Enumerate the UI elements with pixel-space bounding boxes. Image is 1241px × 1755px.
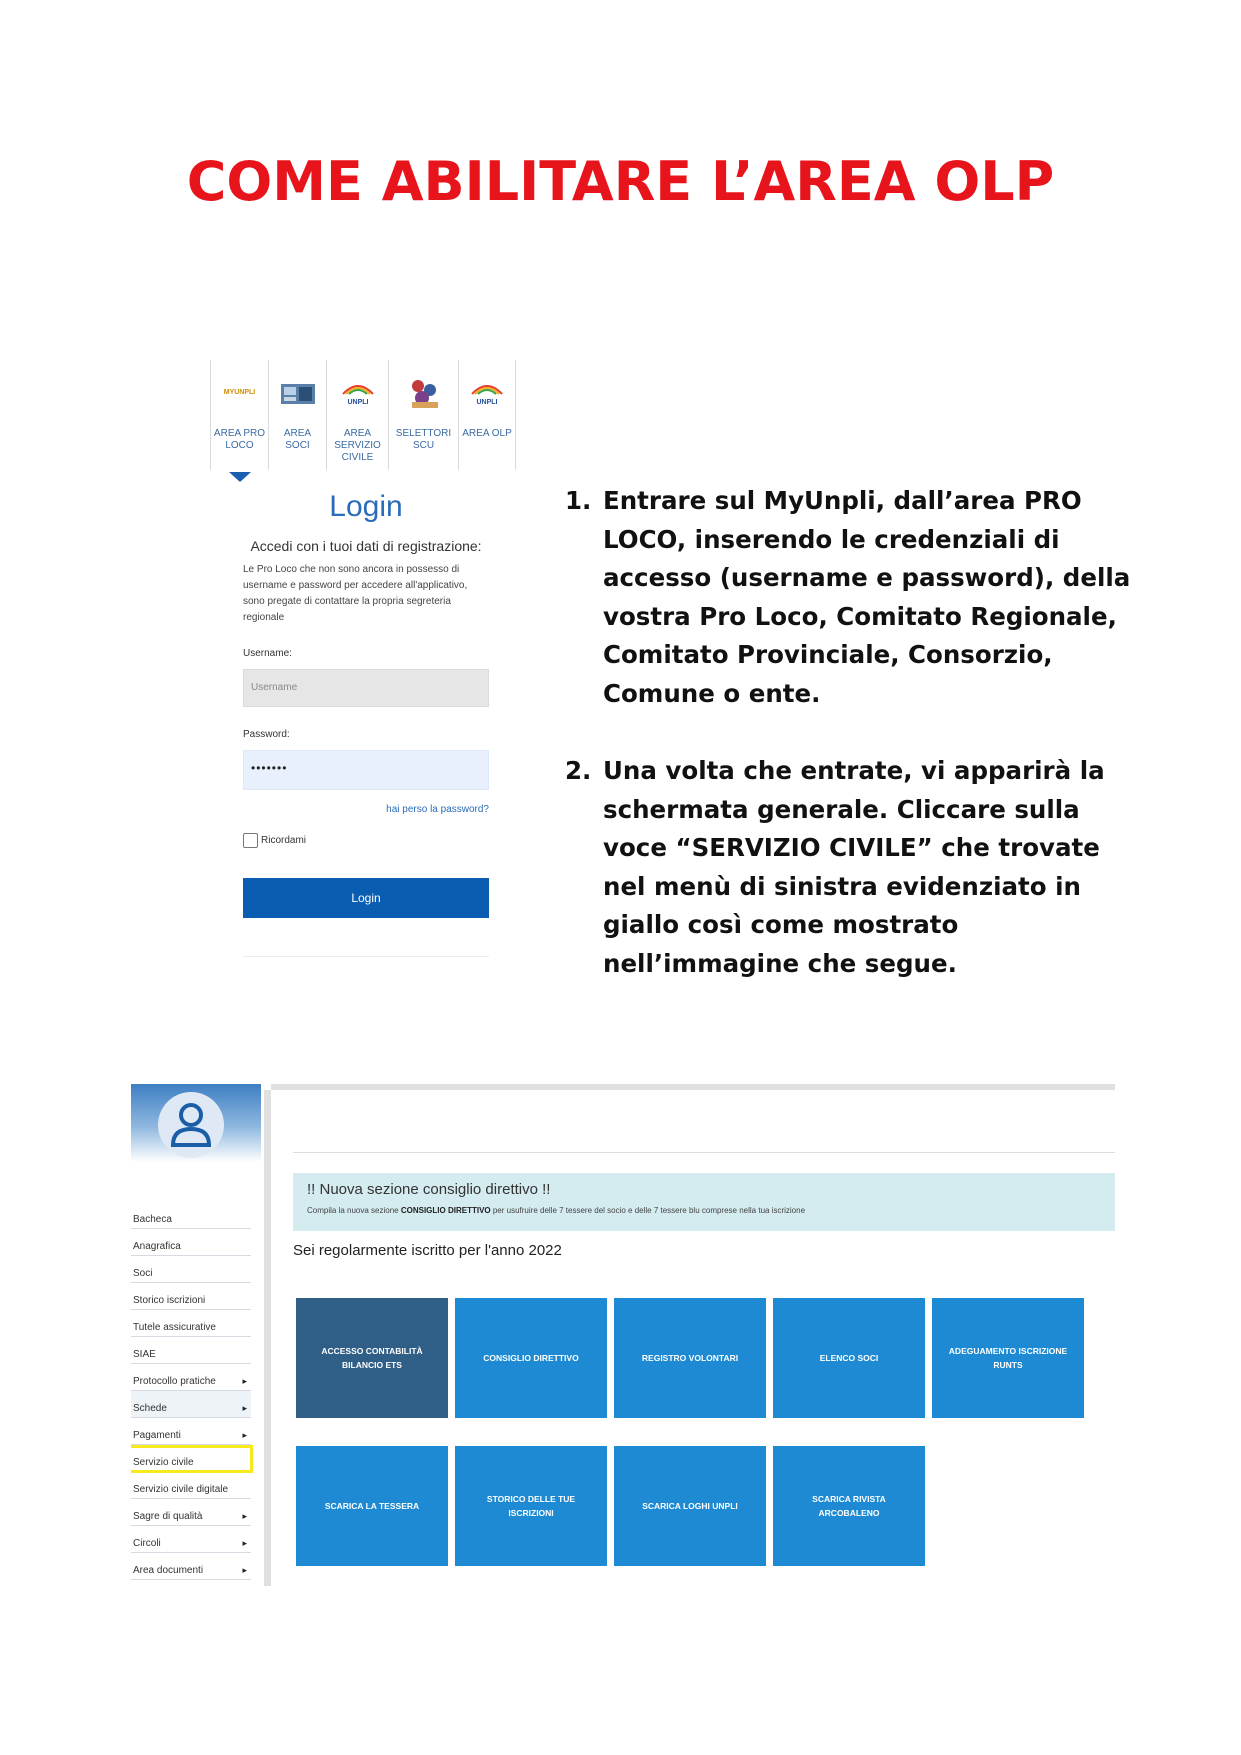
- myunpli-logo-icon: MYUNPLI: [223, 389, 256, 396]
- instruction-steps: [565, 482, 1135, 983]
- chevron-right-icon: ▸: [242, 1430, 247, 1440]
- sidebar-menu: [131, 1202, 251, 1580]
- login-subtitle: Accedi con i tuoi dati di registrazione:: [250, 538, 482, 554]
- notice-title: !! Nuova sezione consiglio direttivo !!: [307, 1181, 551, 1198]
- divider: [243, 956, 489, 957]
- sidebar-item-siae[interactable]: [131, 1337, 251, 1364]
- tab-label: AREA PRO LOCO: [213, 428, 266, 451]
- step-item: [565, 482, 1135, 713]
- tile-accesso-contabilita[interactable]: ACCESSO CONTABILITÀ BILANCIO ETS: [296, 1298, 448, 1418]
- tile-scarica-rivista[interactable]: SCARICA RIVISTA ARCOBALENO: [773, 1446, 925, 1566]
- sidebar-item-label: Soci: [133, 1268, 153, 1279]
- area-soci-image-icon: [281, 382, 315, 404]
- tab-area-pro-loco[interactable]: [210, 360, 268, 470]
- sidebar-item-soci[interactable]: [131, 1256, 251, 1283]
- sidebar-item-tutele-assicurative[interactable]: [131, 1310, 251, 1337]
- tab-area-soci[interactable]: [268, 360, 326, 470]
- sidebar-item-protocollo-pratiche[interactable]: [131, 1364, 251, 1391]
- step-number: 2.: [565, 756, 592, 785]
- dashboard-screenshot: [131, 1084, 1115, 1586]
- sidebar-item-sagre-di-qualita[interactable]: [131, 1499, 251, 1526]
- step-number: 1.: [565, 486, 592, 515]
- tile-consiglio-direttivo[interactable]: CONSIGLIO DIRETTIVO: [455, 1298, 607, 1418]
- sidebar-item-label: Bacheca: [133, 1214, 172, 1225]
- yellow-highlight: [131, 1470, 253, 1473]
- step-text: Entrare sul MyUnpli, dall’area PRO LOCO, inserendo le credenziali di accesso (username e password), della vostra Pro Loco, Comitato Regionale, Comitato Provinciale, Consorzio, Comune o ente.: [603, 486, 1131, 708]
- svg-text:UNPLI: UNPLI: [476, 399, 498, 406]
- sidebar-item-label: Servizio civile digitale: [133, 1484, 229, 1495]
- content-frame-left: [264, 1090, 271, 1586]
- area-tabs: [210, 360, 520, 470]
- tile-elenco-soci[interactable]: ELENCO SOCI: [773, 1298, 925, 1418]
- selettori-image-icon: [406, 376, 442, 410]
- sidebar-item-storico-iscrizioni[interactable]: [131, 1283, 251, 1310]
- sidebar-item-label: Servizio civile: [133, 1457, 194, 1468]
- tile-scarica-tessera[interactable]: SCARICA LA TESSERA: [296, 1446, 448, 1566]
- tile-storico-iscrizioni[interactable]: STORICO DELLE TUE ISCRIZIONI: [455, 1446, 607, 1566]
- sidebar-header: [131, 1084, 261, 1162]
- tab-selettori-scu[interactable]: [388, 360, 458, 470]
- unpli-logo-icon: [338, 380, 378, 406]
- sidebar-item-pagamenti[interactable]: [131, 1418, 251, 1445]
- login-note: Le Pro Loco che non sono ancora in possesso di username e password per accedere all'applicativo, sono pregate di contattare la propria segreteria regionale: [243, 564, 468, 623]
- chevron-right-icon: ▸: [242, 1511, 247, 1521]
- sidebar-item-label: Circoli: [133, 1538, 161, 1549]
- tile-scarica-loghi[interactable]: SCARICA LOGHI UNPLI: [614, 1446, 766, 1566]
- login-button[interactable]: Login: [243, 878, 489, 918]
- step-item: [565, 752, 1135, 983]
- sidebar-item-schede[interactable]: [131, 1391, 251, 1418]
- tile-registro-volontari[interactable]: REGISTRO VOLONTARI: [614, 1298, 766, 1418]
- remember-checkbox[interactable]: [243, 833, 258, 848]
- user-icon: [169, 1101, 213, 1149]
- notice-text: Compila la nuova sezione CONSIGLIO DIRETTIVO per usufruire delle 7 tessere del socio e delle 7 tessere blu comprese nella tua iscrizione: [307, 1206, 806, 1215]
- content-frame-top: [271, 1084, 1115, 1090]
- avatar[interactable]: [158, 1092, 224, 1158]
- chevron-right-icon: ▸: [242, 1376, 247, 1386]
- tab-label: SELETTORI SCU: [395, 428, 452, 451]
- yellow-highlight: [131, 1445, 251, 1448]
- notice-banner: [293, 1173, 1115, 1231]
- username-label: Username:: [243, 648, 292, 659]
- sidebar-item-servizio-civile[interactable]: [131, 1445, 251, 1472]
- yellow-highlight: [250, 1445, 253, 1472]
- unpli-logo-icon: [467, 380, 507, 406]
- sidebar-item-label: Schede: [133, 1403, 167, 1414]
- chevron-right-icon: ▸: [242, 1403, 247, 1413]
- sidebar-item-label: Sagre di qualità: [133, 1511, 203, 1522]
- sidebar-item-label: SIAE: [133, 1349, 156, 1360]
- sidebar-item-label: Pagamenti: [133, 1430, 181, 1441]
- sidebar-item-anagrafica[interactable]: [131, 1229, 251, 1256]
- sidebar-item-label: Area documenti: [133, 1565, 204, 1576]
- sidebar-item-label: Protocollo pratiche: [133, 1376, 216, 1387]
- sidebar-item-label: Storico iscrizioni: [133, 1295, 206, 1306]
- password-input[interactable]: •••••••: [243, 750, 489, 790]
- sidebar: [131, 1084, 261, 1586]
- sidebar-item-label: Tutele assicurative: [133, 1322, 216, 1333]
- login-form: [243, 490, 489, 957]
- chevron-right-icon: ▸: [242, 1565, 247, 1575]
- chevron-right-icon: ▸: [242, 1538, 247, 1548]
- tile-adeguamento-runts[interactable]: ADEGUAMENTO ISCRIZIONE RUNTS: [932, 1298, 1084, 1418]
- tab-area-servizio-civile[interactable]: [326, 360, 388, 470]
- password-label: Password:: [243, 729, 290, 740]
- tab-label: AREA SERVIZIO CIVILE: [334, 428, 381, 463]
- remember-me[interactable]: [243, 833, 489, 848]
- divider: [293, 1152, 1115, 1153]
- forgot-password-link[interactable]: hai perso la password?: [386, 804, 489, 815]
- page-title: COME ABILITARE L’AREA OLP: [186, 150, 1055, 213]
- sidebar-item-circoli[interactable]: [131, 1526, 251, 1553]
- sidebar-item-bacheca[interactable]: [131, 1202, 251, 1229]
- step-text: Una volta che entrate, vi apparirà la schermata generale. Cliccare sulla voce “SERVIZIO CIVILE” che trovate nel menù di sinistra evidenziato in giallo così come mostrato nell’immagine che segue.: [603, 756, 1105, 978]
- tab-label: AREA SOCI: [283, 428, 312, 451]
- registration-status: Sei regolarmente iscritto per l'anno 2022: [293, 1242, 562, 1259]
- login-heading: Login: [329, 490, 403, 523]
- tab-area-olp[interactable]: [458, 360, 516, 470]
- svg-text:UNPLI: UNPLI: [347, 399, 368, 406]
- sidebar-item-servizio-civile-digitale[interactable]: [131, 1472, 251, 1499]
- sidebar-item-area-documenti[interactable]: [131, 1553, 251, 1580]
- login-screenshot: [210, 360, 520, 940]
- sidebar-item-label: Anagrafica: [133, 1241, 181, 1252]
- active-tab-arrow-icon: [229, 472, 251, 482]
- remember-label: Ricordami: [261, 835, 307, 846]
- username-input[interactable]: Username: [243, 669, 489, 707]
- tab-label: AREA OLP: [462, 428, 512, 439]
